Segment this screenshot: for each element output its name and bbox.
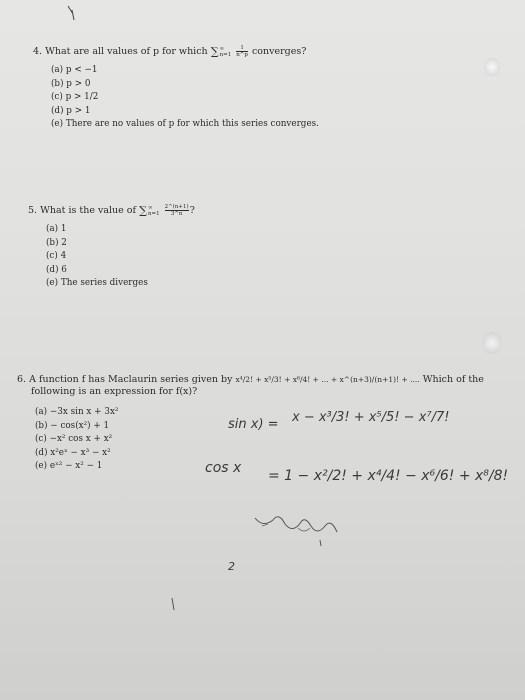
option-d[interactable]: (d) 6: [46, 264, 67, 275]
option-b[interactable]: (b) p > 0: [51, 78, 91, 89]
question-4-lead: 4. What are all values of p for which: [33, 46, 208, 57]
handwritten-sin-series: x − x³/3! + x⁵/5! − x⁷/7!: [292, 410, 450, 425]
option-c[interactable]: (c) −x² cos x + x²: [35, 434, 113, 445]
option-d[interactable]: (d) x²eˣ − x³ − x²: [35, 447, 111, 458]
summation-symbol: ∑: [210, 45, 219, 58]
option-e[interactable]: (e) eˣ² − x² − 1: [35, 461, 103, 472]
option-a[interactable]: (a) −3x sin x + 3x²: [35, 407, 119, 417]
question-6-tail: Which of the: [422, 374, 484, 385]
option-a[interactable]: (a) p < −1: [51, 65, 98, 75]
pen-mark-top: [68, 6, 74, 20]
handwritten-sin-label: sin x) =: [228, 417, 279, 432]
option-e[interactable]: (e) There are no values of p for which this series converges.: [51, 119, 319, 130]
question-6-lead: 6. A function f has Maclaurin series given by: [17, 374, 233, 385]
question-6-line2: following is an expression for f(x)?: [31, 386, 198, 397]
option-b[interactable]: (b) − cos(x²) + 1: [35, 420, 110, 431]
series-term: $\frac{1}{n\^{}p}$: [236, 45, 248, 58]
series-term: $\frac{2\^{}(n+1)}{3\^{}n}$: [164, 204, 189, 217]
option-e[interactable]: (e) The series diverges: [46, 278, 148, 289]
question-4-tail: converges?: [251, 46, 307, 57]
summation-limits: ∞ n=1: [147, 204, 160, 217]
question-5-lead: 5. What is the value of: [28, 205, 137, 216]
maclaurin-series: x⁴/2! + x⁵/3! + x⁶/4! + ... + x^(n+3)/(n+1)! + ....: [235, 375, 420, 384]
option-c[interactable]: (c) p > 1/2: [51, 92, 99, 103]
option-a[interactable]: (a) 1: [46, 224, 67, 234]
summation-limits: ∞ n=1: [219, 45, 232, 58]
stray-tick: [172, 598, 174, 610]
summation-symbol: ∑: [139, 204, 147, 217]
handwritten-cos-label: cos x: [205, 460, 242, 476]
option-c[interactable]: (c) 4: [46, 251, 67, 262]
handwritten-number: 2: [228, 560, 235, 573]
stray-tick-2: [320, 540, 321, 546]
question-5-tail: ?: [189, 205, 195, 216]
handwritten-cos-series: = 1 − x²/2! + x⁴/4! − x⁶/6! + x⁸/8!: [268, 468, 509, 484]
option-b[interactable]: (b) 2: [46, 237, 67, 248]
option-d[interactable]: (d) p > 1: [51, 105, 91, 116]
